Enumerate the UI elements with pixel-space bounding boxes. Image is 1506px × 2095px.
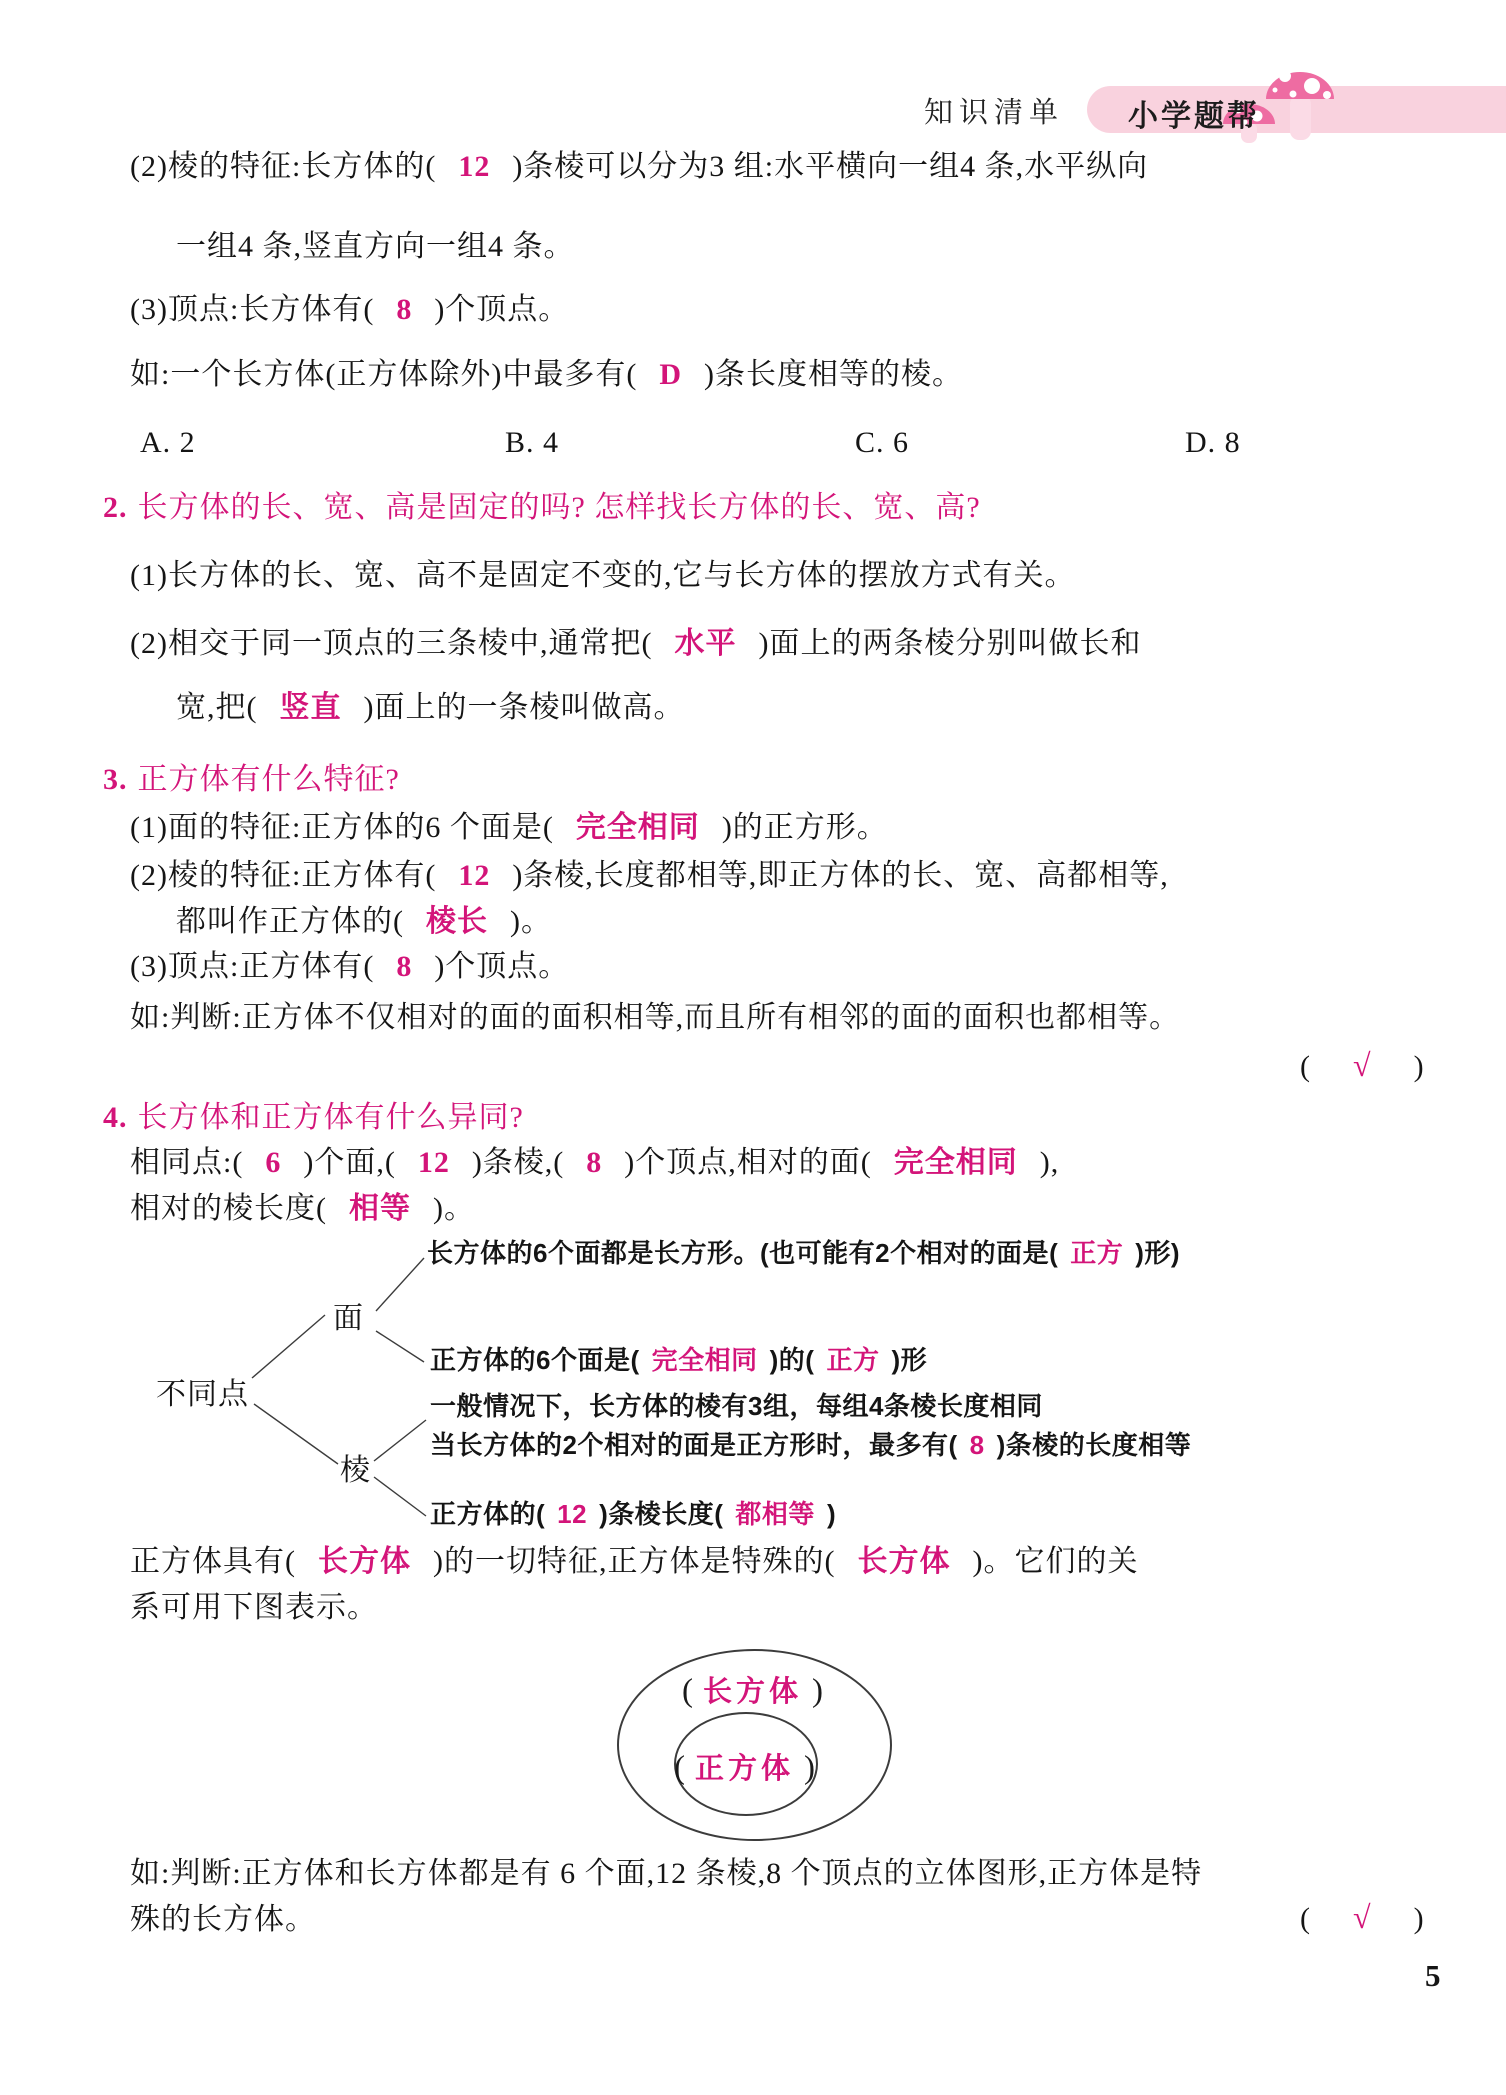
answer: 完全相同: [651, 1345, 758, 1375]
checkmark: √: [1353, 1899, 1372, 1935]
paren-close: ): [804, 1750, 815, 1786]
text: )面上的两条棱分别叫做长和: [758, 627, 1142, 660]
text: 不同点: [156, 1378, 249, 1411]
text: )的一切特征,正方体是特殊的(: [433, 1545, 836, 1578]
big-mushroom-stem: [1290, 95, 1311, 140]
text: )。: [433, 1192, 475, 1225]
text: 当长方体的2个相对的面是正方形时，最多有(: [430, 1430, 958, 1460]
text: )的(: [769, 1345, 815, 1375]
text: 如:一个长方体(正方体除外)中最多有(: [130, 358, 638, 391]
text: 殊的长方体。: [130, 1903, 316, 1936]
text: 都叫作正方体的(: [176, 905, 404, 938]
section-title: 长方体的长、宽、高是固定的吗? 怎样找长方体的长、宽、高?: [137, 491, 981, 524]
text: 正方体的6个面是(: [430, 1345, 640, 1375]
answer: 12: [458, 859, 491, 892]
text: 面: [333, 1302, 364, 1335]
section-number: 2.: [103, 491, 128, 524]
text: (3)顶点:正方体有(: [130, 950, 375, 983]
text: )。它们的关: [972, 1545, 1139, 1578]
text: )形: [891, 1345, 928, 1375]
text: )条长度相等的棱。: [703, 358, 963, 391]
text: 正方体的(: [430, 1499, 546, 1529]
text: )条棱可以分为3 组:水平横向一组4 条,水平纵向: [512, 150, 1149, 183]
venn-label-cube: [652, 1746, 837, 1787]
text: 如:判断:正方体不仅相对的面的面积相等,而且所有相邻的面的面积也都相等。: [130, 1001, 1181, 1034]
answer: 8: [396, 293, 413, 326]
text: )条棱长度(: [599, 1499, 724, 1529]
tree-node-edges: [340, 1452, 371, 1489]
brand-badge-label: 小学题帮: [1128, 100, 1260, 133]
branch-edge-cuboid-1: [430, 1390, 1043, 1422]
checkmark: √: [1353, 1047, 1372, 1083]
text: )面上的一条棱叫做高。: [363, 691, 685, 724]
answer: 竖直: [279, 691, 342, 724]
answer: 8: [396, 950, 413, 983]
paren-open: (: [1300, 1050, 1311, 1083]
branch-face-cuboid: [427, 1237, 1180, 1269]
answer: 6: [265, 1146, 282, 1179]
answer: 都相等: [735, 1499, 815, 1529]
text: )个顶点。: [434, 950, 570, 983]
venn-inner-text: 正方体: [694, 1753, 794, 1785]
answer: 棱长: [426, 905, 488, 938]
section-number: 3.: [103, 763, 128, 796]
text: ): [826, 1499, 837, 1529]
section-title: 正方体有什么特征?: [137, 763, 400, 796]
answer: 长方体: [857, 1545, 951, 1578]
page-section-label: 知识清单: [924, 97, 1065, 129]
text: 一组4 条,竖直方向一组4 条。: [176, 230, 575, 263]
answer: 完全相同: [575, 811, 700, 844]
text: ),: [1039, 1146, 1060, 1179]
answer: 长方体: [318, 1545, 411, 1578]
choice-c: C. 6: [855, 426, 910, 459]
paren-close: ): [812, 1673, 823, 1709]
text: (2)棱的特征:正方体有(: [130, 859, 437, 892]
answer: 12: [417, 1146, 450, 1179]
text: (1)面的特征:正方体的6 个面是(: [130, 811, 554, 844]
text: )形): [1135, 1238, 1181, 1268]
text: 相对的棱长度(: [130, 1192, 327, 1225]
answer: 水平: [674, 627, 737, 660]
choice-b: B. 4: [505, 426, 560, 459]
page-number: 5: [1425, 1958, 1441, 1993]
tree-node-faces: [333, 1300, 364, 1337]
branch-edge-cuboid-2: [430, 1429, 1191, 1461]
text: (3)顶点:长方体有(: [130, 293, 375, 326]
text: )条棱,(: [471, 1146, 565, 1179]
text-line-final: [130, 1855, 1202, 1892]
answer: 12: [557, 1499, 588, 1529]
answer: 8: [586, 1146, 603, 1179]
text: 棱: [340, 1454, 371, 1487]
branch-edge-cube: [430, 1498, 836, 1530]
paren-close: ): [1413, 1050, 1425, 1083]
answer: 8: [969, 1430, 985, 1460]
paren-close: ): [1413, 1902, 1425, 1935]
branch-face-cube: [430, 1344, 927, 1376]
text: )个顶点,相对的面(: [624, 1146, 872, 1179]
text: 相同点:(: [130, 1146, 244, 1179]
answer: 正方: [826, 1345, 880, 1375]
paren-open: (: [1300, 1902, 1311, 1935]
text: 如:判断:正方体和长方体都是有 6 个面,12 条棱,8 个顶点的立体图形,正方体是特: [130, 1857, 1203, 1890]
paren-open: (: [681, 1673, 693, 1709]
text-line: [130, 1589, 378, 1626]
text: )个顶点。: [434, 293, 570, 326]
text: (2)棱的特征:长方体的(: [130, 150, 437, 183]
text: )。: [510, 905, 552, 938]
text: 系可用下图表示。: [130, 1591, 378, 1624]
text: 正方体具有(: [130, 1545, 296, 1578]
text: (1)长方体的长、宽、高不是固定不变的,它与长方体的摆放方式有关。: [130, 559, 1076, 592]
answer: 相等: [349, 1192, 411, 1225]
answer: 12: [458, 150, 491, 183]
text: (2)相交于同一顶点的三条棱中,通常把(: [130, 627, 653, 660]
venn-outer-text: 长方体: [702, 1676, 802, 1708]
venn-label-cuboid: [640, 1669, 865, 1710]
answer: 完全相同: [893, 1146, 1018, 1179]
judgement-answer: [1300, 1899, 1425, 1937]
text: 一般情况下，长方体的棱有3组，每组4条棱长度相同: [430, 1391, 1043, 1421]
text-line-conclusion: [130, 1543, 1138, 1580]
text: )条棱,长度都相等,即正方体的长、宽、高都相等,: [512, 859, 1169, 892]
text: )的正方形。: [721, 811, 888, 844]
paren-open: (: [673, 1750, 685, 1786]
text: 宽,把(: [176, 691, 258, 724]
answer: 正方: [1070, 1238, 1124, 1268]
section-title: 长方体和正方体有什么异同?: [137, 1101, 524, 1134]
choice-a: A. 2: [140, 426, 196, 459]
choice-d: D. 8: [1185, 426, 1241, 459]
tree-node-differences: [156, 1376, 249, 1413]
text: 长方体的6个面都是长方形。(也可能有2个相对的面是(: [427, 1238, 1059, 1268]
text: )条棱的长度相等: [996, 1430, 1192, 1460]
text-line-final-cont: [130, 1901, 316, 1938]
section-number: 4.: [103, 1101, 128, 1134]
answer: D: [659, 358, 682, 391]
text: )个面,(: [303, 1146, 396, 1179]
